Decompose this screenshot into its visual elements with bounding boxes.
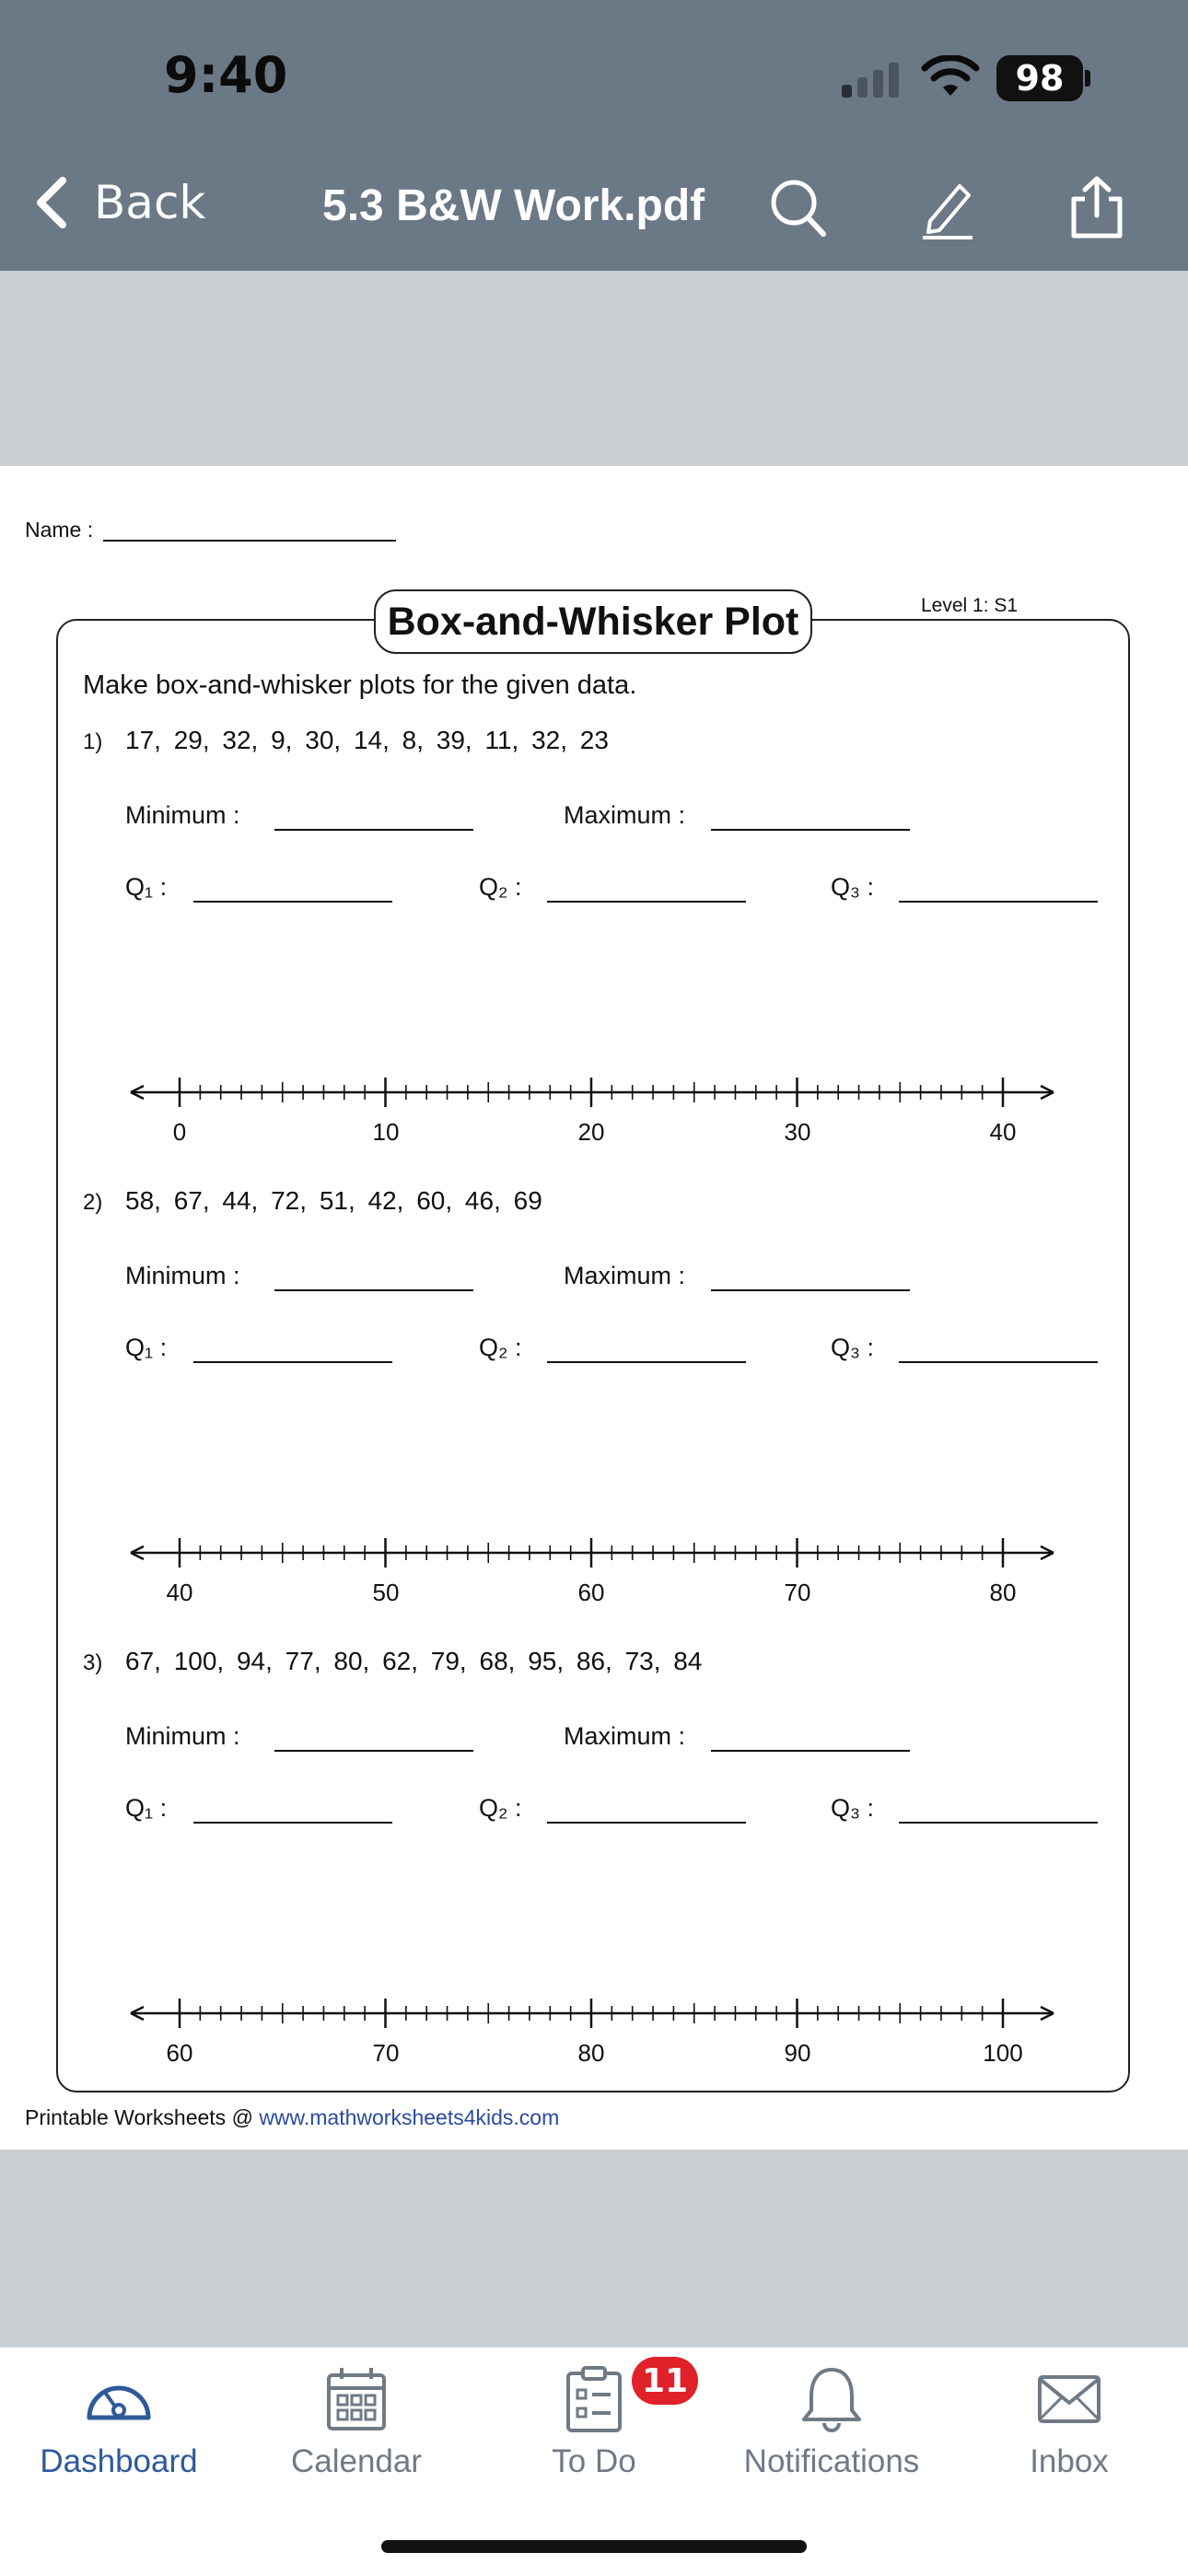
top-bar (0, 0, 1188, 271)
tab-label: To Do (552, 2443, 636, 2479)
q1-answer-line (193, 1361, 392, 1363)
back-button[interactable] (33, 175, 205, 230)
tab-calendar[interactable] (238, 2348, 475, 2504)
tick-label: 70 (784, 1579, 811, 1606)
number-line (127, 1534, 1057, 1571)
q1-label: Q₁ : (125, 1794, 168, 1822)
q1-answer-line (193, 901, 392, 903)
q2-answer-line (547, 1822, 746, 1824)
footer (25, 2105, 559, 2130)
markup-pen-icon[interactable] (917, 175, 978, 239)
viewer-margin-bottom (0, 2150, 1188, 2347)
wifi-icon (921, 55, 980, 99)
name-label: Name : (25, 518, 94, 542)
q3-label: Q₃ : (831, 1334, 874, 1361)
problem-number: 2) (83, 1190, 103, 1215)
search-icon[interactable] (768, 175, 829, 239)
tick-label: 30 (784, 1118, 811, 1146)
tick-label: 40 (166, 1579, 193, 1606)
problem-number: 3) (83, 1650, 103, 1675)
q3-answer-line (899, 901, 1098, 903)
maximum-answer-line (711, 1289, 910, 1291)
worksheet-title: Box-and-Whisker Plot (374, 589, 812, 654)
minimum-answer-line (274, 1750, 473, 1752)
problem-number: 1) (83, 729, 103, 754)
minimum-label: Minimum : (125, 1722, 240, 1750)
pdf-page[interactable] (0, 466, 1188, 2150)
todo-icon (557, 2362, 631, 2436)
tab-inbox[interactable] (950, 2348, 1188, 2504)
minimum-label: Minimum : (125, 801, 240, 829)
problem-data: 58, 67, 44, 72, 51, 42, 60, 46, 69 (125, 1186, 542, 1215)
q1-label: Q₁ : (125, 1334, 168, 1361)
q1-answer-line (193, 1822, 392, 1824)
status-time: 9:40 (164, 46, 288, 104)
battery-nub (1085, 70, 1090, 87)
problem-3 (0, 1647, 1188, 2111)
dashboard-icon (82, 2362, 156, 2436)
battery-indicator: 98 (996, 55, 1083, 101)
tab-label: Calendar (290, 2443, 423, 2479)
level-label: Level 1: S1 (921, 595, 1019, 616)
share-icon[interactable] (1066, 175, 1127, 239)
viewer-margin-top (0, 271, 1188, 466)
tick-label: 20 (577, 1118, 605, 1146)
tick-label: 90 (784, 2039, 811, 2067)
cellular-signal-icon (842, 61, 906, 98)
todo-count-badge: 11 (632, 2357, 698, 2405)
minimum-label: Minimum : (125, 1262, 240, 1289)
home-indicator[interactable] (381, 2540, 807, 2553)
footer-text: Printable Worksheets @ (25, 2105, 260, 2129)
q2-label: Q₂ : (479, 1794, 522, 1822)
tab-notifications[interactable] (713, 2348, 950, 2504)
minimum-answer-line (274, 829, 473, 831)
calendar-icon (320, 2362, 393, 2436)
minimum-answer-line (274, 1289, 473, 1291)
inbox-icon (1032, 2362, 1106, 2436)
q3-answer-line (899, 1361, 1098, 1363)
tab-label: Notifications (743, 2443, 920, 2479)
problem-data: 67, 100, 94, 77, 80, 62, 79, 68, 95, 86, 73, 84 (125, 1647, 703, 1675)
tab-label: Inbox (1030, 2443, 1109, 2479)
tick-label: 100 (983, 2039, 1023, 2067)
instructions: Make box-and-whisker plots for the given data. (83, 670, 637, 700)
bell-icon (795, 2362, 868, 2436)
q2-label: Q₂ : (479, 1334, 522, 1361)
q3-label: Q₃ : (831, 1794, 874, 1822)
q2-answer-line (547, 901, 746, 903)
tick-label: 10 (372, 1118, 400, 1146)
q3-answer-line (899, 1822, 1098, 1824)
maximum-answer-line (711, 829, 910, 831)
tick-label: 80 (989, 1579, 1017, 1606)
q2-label: Q₂ : (479, 873, 522, 901)
tick-label: 40 (989, 1118, 1017, 1146)
problem-1 (0, 726, 1188, 1190)
problem-2 (0, 1186, 1188, 1650)
tick-label: 60 (577, 1579, 605, 1606)
maximum-label: Maximum : (564, 801, 686, 829)
maximum-label: Maximum : (564, 1722, 686, 1750)
q1-label: Q₁ : (125, 873, 168, 901)
footer-link[interactable]: www.mathworksheets4kids.com (259, 2105, 560, 2129)
maximum-label: Maximum : (564, 1262, 686, 1289)
tick-label: 50 (372, 1579, 400, 1606)
q2-answer-line (547, 1361, 746, 1363)
back-label: Back (94, 176, 206, 229)
problem-data: 17, 29, 32, 9, 30, 14, 8, 39, 11, 32, 23 (125, 726, 609, 754)
maximum-answer-line (711, 1750, 910, 1752)
tick-label: 70 (372, 2039, 400, 2067)
tab-dashboard[interactable] (0, 2348, 238, 2504)
tab-todo[interactable] (475, 2348, 713, 2504)
tick-label: 60 (166, 2039, 193, 2067)
q3-label: Q₃ : (831, 873, 874, 901)
number-line (127, 1995, 1057, 2032)
tick-label: 80 (577, 2039, 605, 2067)
document-title: 5.3 B&W Work.pdf (322, 181, 705, 230)
tab-label: Dashboard (40, 2443, 198, 2479)
tick-label: 0 (172, 1118, 187, 1146)
name-line (103, 540, 396, 542)
number-line (127, 1074, 1057, 1111)
chevron-left-icon (33, 175, 70, 230)
